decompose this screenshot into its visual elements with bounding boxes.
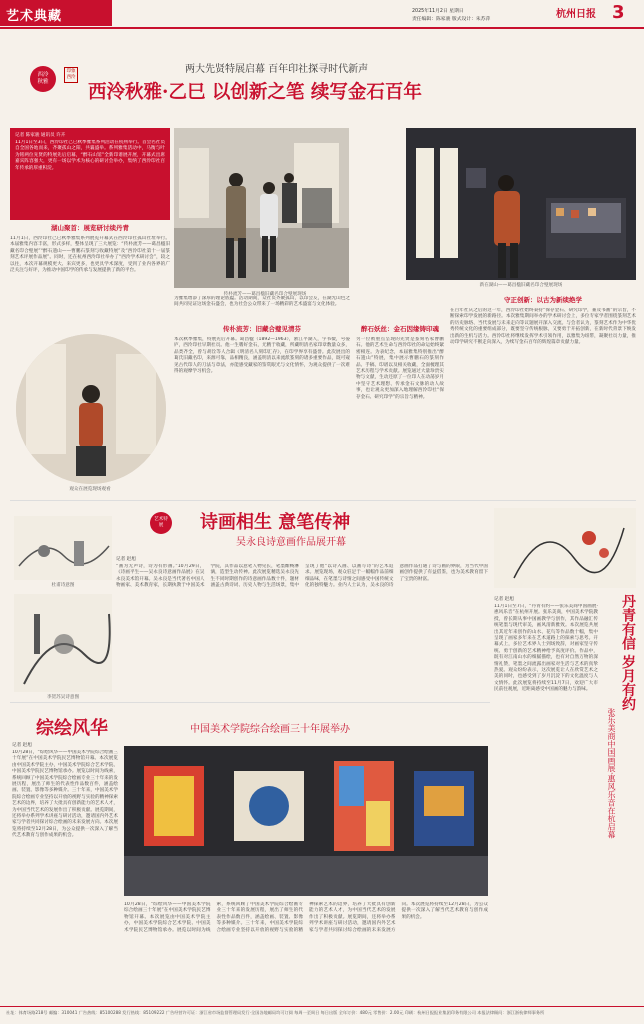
poetry-subtitle: 吴永良诗意画作品展开幕 — [236, 537, 346, 548]
danqing-title: 丹青有信 岁月有约 — [620, 594, 636, 711]
danqing-painting — [494, 508, 636, 588]
s2-head: 传朴流芳：旧藏合璧见清芬 — [223, 325, 301, 333]
circle-caption: 观众在展览现场观看 — [69, 487, 111, 492]
s3-head: 醉石妖丝：金石因缘铸印魂 — [361, 325, 439, 333]
zonghui-byline: 记者 赵旭 — [12, 743, 32, 748]
badge-bottom: 秋雅 — [37, 79, 49, 85]
zonghui-body-1: 10月28日，“综绘风华——中国美术学院综合绘画三十年展”在中国美术学院民艺博物馆开幕。本次展览由中国美术学院主办，中国美术学院综合艺术学院、中国美术学院民艺博物馆承办。展览以时间为线索，系统回顾了中国美术学院综合绘画专业三十年来的发展历程，展出了师生的代表性作品数百件，涵盖绘画、装置、影像等多种媒介。三十年来，中国美术学院综合绘画专业坚持以开放的视野与实验的精神探索艺术的边界，培养了大批具有创新能力的艺术人才，为中国当代艺术的发展作出了积极贡献。展览期间，还将举办系列学术讲座与研讨活动，邀请国内外艺术家与学者共同探讨综合绘画的未来发展方向。本次展览将持续至12月28日，为公众提供一次深入了解当代艺术教育与创作成果的机会。 — [12, 750, 118, 839]
header-rule — [0, 27, 644, 29]
xiling-title: 西泠秋雅·乙巳 以创新之笔 续写金石百年 — [88, 82, 422, 103]
poetry-body: “画为无声诗，诗为有形画。”10月29日，《诗画平生——吴永良诗意画作品展》在吴永良美术馆开幕。吴永良是当代著名中国人物画家、美术教育家，长期执教于中国美术学院，其作品以意笔人物见长，笔墨酣畅淋漓，造型生动传神。此次展览精选吴永良先生不同时期创作的诗意画作品数十件，题材涵盖古典诗词、历史人物与生活场景，集中呈现了他“以诗入画、以画写诗”的艺术追求。展览现场，观众驻足于一幅幅作品前细细品味，在笔墨与诗情之间感受中国传统文化的独特魅力。业内人士认为，吴永良的诗意画作品打通了诗与画的界限，为当代中国画创作提供了有益借鉴，也为美术教育留下了宝贵的财富。 — [116, 564, 488, 589]
weekday: 星期日 — [449, 9, 464, 14]
danqing-subtitle: 张乐美商中国画展·惠风乐音在杭启幕 — [607, 708, 616, 839]
zonghui-photo — [124, 746, 488, 896]
painting-2-caption: 李贺苏吴诗意图 — [46, 695, 80, 700]
exhibition-hall-illustration — [174, 128, 349, 288]
danqing-illustration — [494, 508, 636, 588]
lede-box — [10, 128, 170, 220]
s1-body: 11月1日，西泠印社己巳秋季雅集系列展览开幕式在西泠印社孤山社址举行。本届雅集内容丰富，形式多样，整体呈现了三大展览：“传朴流芳——葛昌楹旧藏名印合璧展”“醉石遗山——曹鹏石篆刻与收藏特展”及“西泠印社第十一届篆刻艺术评展作品展”。同时，还在杭州西泠印社举办了“西泠学术研讨会”，较之以往，本次开幕规模更大、来宾更多，也更具学术深度，受到了业内各界的广泛关注与好评，为推动中国印学的传承与发展提供了新的平台。 — [10, 236, 170, 274]
poetry-badge: 艺术特展 — [150, 512, 172, 534]
circle-photo — [16, 334, 166, 484]
viewer-illustration — [16, 334, 166, 484]
s4-body: 在百年社庆之后的这一年，西泠印社始终秉持“保存金石、研究印学，兼及书画”的宗旨，不断探索印学发展的新路径。本次雅集期间举办的学术研讨会上，多位专家学者围绕篆刻艺术的历史脉络、当代发展与未来走向等议题展开深入交流。与会者认为，篆刻艺术作为中华优秀传统文化的重要组成部分，既要坚守传统根脉，又要勇于开拓创新，在新时代背景下焕发出新的生机与活力。西泠印社将继续发挥学术引领作用，以雅集为纽带，凝聚社员力量，推动印学研究不断走向深入，为续写金石百年的辉煌篇章贡献力量。 — [450, 308, 636, 346]
s1-head: 湖山聚首：展览研讨续丹青 — [51, 224, 129, 232]
gallery-illustration — [124, 746, 488, 896]
danqing-byline: 记者 赵旭 — [494, 597, 514, 602]
page-number: 3 — [612, 2, 625, 23]
poetry-title: 诗画相生 意笔传神 — [200, 512, 351, 533]
xiling-byline: 记者 陈家骏 通讯员 许卉 — [15, 133, 66, 138]
header-editors: 责任编辑：陈家骏 版式设计：朱苏萍 — [412, 17, 491, 22]
painting-1-caption: 杜甫诗意图 — [51, 583, 75, 588]
painting-2 — [14, 594, 112, 692]
danqing-body: 11月1日至7日，“丹青有约——张乐美商中国画展·惠风乐音”在杭州开展。张乐美商，中国美术学院教授，曾长期从事中国画教学与创作，其作品融汇传统笔墨与现代审美，画风清新雅致。本次展览共展出其近年来创作的山水、花鸟等作品数十幅，集中呈现了画家多年来在艺术道路上的探索与思考。开幕式上，多位艺术界人士到场致辞，对画家坚守传统、勇于创新的艺术精神给予高度评价。作品中，既有对江南山水的细腻描绘，也有对自然万物的深情礼赞，笔墨之间流露出画家对生活与艺术的真挚热爱。观众纷纷表示，这次展览让人在欣赏艺术之美的同时，也感受到了岁月沉淀下的文化温度与人文情怀。此次展览将持续至11月7日，欢迎广大市民前往观展，近距离感受中国画的魅力与韵味。 — [494, 604, 598, 693]
right-photo — [406, 128, 636, 280]
divider-2 — [10, 702, 490, 703]
poetry-byline: 记者 赵旭 — [116, 557, 136, 562]
section-title: 艺术典藏 — [6, 9, 63, 24]
xiling-badge — [30, 66, 56, 92]
footer-rule — [0, 1006, 644, 1007]
xiling-kicker: 两大先贤特展启幕 百年印社探寻时代新声 — [185, 64, 369, 75]
badge-top: 西泠 — [37, 72, 49, 78]
xiling-seal: 印象西泠 — [64, 67, 78, 83]
painting-1-illustration — [14, 516, 112, 580]
zonghui-title: 综绘风华 — [36, 718, 108, 739]
divider-1 — [10, 500, 636, 501]
footer-text: 社址：体育场路218号 邮编：310041 广告热线：85100288 发行热线：85109222 广告经营许可证：浙江省市场监督管理局发行·全国各地邮局均可订阅 每周一至周日 每日出版 全年订价：480元 零售价：2.00元 印刷：杭州日报报业集团印务有限公司 本报法律顾问：浙江浙杭律师事务所 — [6, 1010, 545, 1015]
main-photo — [174, 128, 349, 288]
painting-2-illustration — [14, 594, 112, 692]
xiling-lede: 11月1日至3日，西泠印社己巳秋季雅集系列活动在杭州举行。首会名社员自全国各地而来，齐聚孤山之阳，共襄盛举。系列雅集活动中，马衡与叶为铭两位先贤的特展先后启幕，“醉石山馆”全新印谱展开展，开幕式出席嘉宾阵容强大，更有一场以学术为核心的研讨会举办，集纳了西泠印社百年传承的厚重积淀。 — [15, 140, 165, 171]
right-caption: 新在湖山——葛昌楹旧藏名印合璧展现场 — [479, 283, 563, 288]
c2-body: 为雅集增添了深厚的理论底蕴。活动期间，众社员齐聚孤山，以印会友，在湖光山色之间共同见证这场金石盛会，也为社会公众带来了一场精彩的艺术盛宴与文化体验。 — [174, 296, 350, 308]
date: 2025年11月2日 — [412, 9, 448, 14]
brand-logo: 杭州日报 — [556, 9, 596, 20]
painting-1 — [14, 516, 112, 580]
header-date — [412, 7, 464, 14]
zonghui-subtitle: 中国美术学院综合绘画三十年展举办 — [190, 724, 350, 735]
s4-head: 守正创新：以古为新续绝学 — [504, 296, 582, 304]
main-caption: 传朴流芳——葛昌楹旧藏名印合璧展现场 — [223, 292, 307, 297]
zonghui-body-2: 10月28日，“综绘风华——中国美术学院综合绘画三十年展”在中国美术学院民艺博物馆开幕。本次展览由中国美术学院主办，中国美术学院综合艺术学院、中国美术学院民艺博物馆承办。展览以时间为线索，系统回顾了中国美术学院综合绘画专业三十年来的发展历程，展出了师生的代表性作品数百件，涵盖绘画、装置、影像等多种媒介。三十年来，中国美术学院综合绘画专业坚持以开放的视野与实验的精神探索艺术的边界，培养了大批具有创新能力的艺术人才，为中国当代艺术的发展作出了积极贡献。展览期间，还将举办系列学术讲座与研讨活动，邀请国内外艺术家与学者共同探讨综合绘画的未来发展方向。本次展览将持续至12月28日，为公众提供一次深入了解当代艺术教育与创作成果的机会。 — [124, 902, 488, 933]
s2-body: 本次秋季雅集，特展先后开幕。葛昌楹（1892—1963），浙江平湖人，字书徵，号晏庐，西泠印社早期社员。他一生嗜好金石，尤精于收藏，所藏明清名家印章数量众多，品类齐全，曾与胡洤等人合辑《明清名人刻印汇存》，在印学界享有盛誉。此次展出的葛氏旧藏名印，来源可靠，品相精良，涵盖明清以来流派篆刻的诸多重要作品，既可窥见古代印人的刀法与章法，亦能感受藏家的鉴赏眼光与文化情怀，为观众提供了一次难得的观摩学习机会。 — [174, 337, 350, 375]
s3-body: 另一位被重点呈现的先贤是篆刻名家曹鹏石。他的艺术生命与西泠印社的命运始终紧密相连。为表纪念，本届雅集特别推出“醉石遗山”特展，集中展示曹鹏石的篆刻作品、手稿、印谱以及相关收藏，全面梳理其艺术历程与学术贡献。展览通过大量珍贵实物与文献，生动还原了一位印人在动荡岁月中坚守艺术理想、传承金石文脉的动人故事，也让观众更加深入地理解西泠印社“保存金石、研究印学”的宗旨与精神。 — [356, 337, 444, 400]
display-cases-illustration — [406, 128, 636, 280]
